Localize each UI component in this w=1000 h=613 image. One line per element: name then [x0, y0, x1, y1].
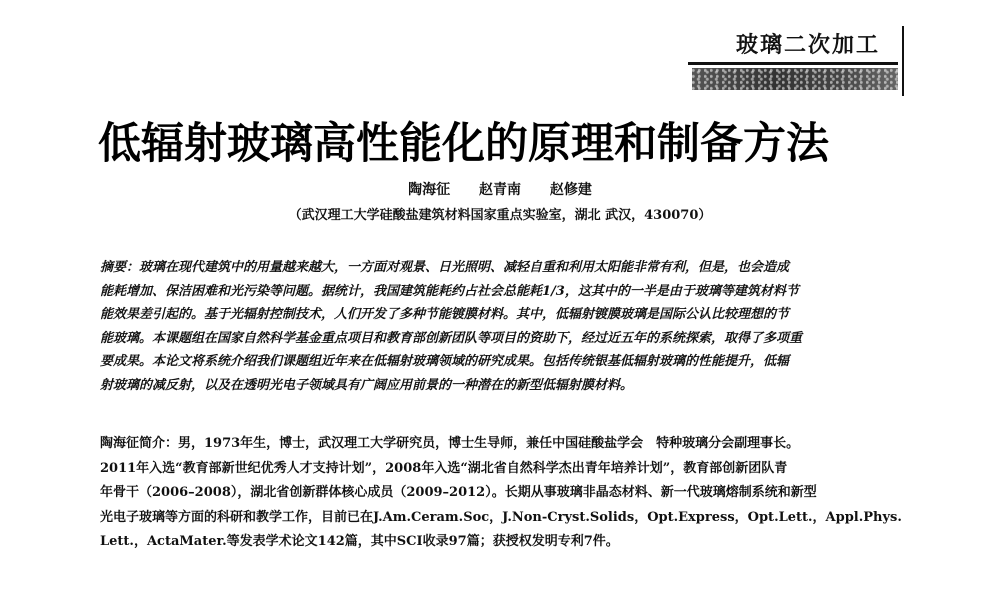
author-bio	[100, 432, 922, 555]
abstract-line: 要成果。本论文将系统介绍我们课题组近年来在低辐射玻璃领域的研究成果。包括传统银基低辐射玻璃的性能提升，低辐	[100, 354, 790, 369]
author-3: 赵修建	[549, 182, 592, 198]
bio-line: 年骨干（2006–2008），湖北省创新群体核心成员（2009–2012）。长期从事玻璃非晶态材料、新一代玻璃熔制系统和新型	[100, 485, 817, 500]
section-rule	[688, 62, 898, 65]
paper-title: 低辐射玻璃高性能化的原理和制备方法	[98, 119, 829, 169]
abstract-line: 射玻璃的减反射，以及在透明光电子领域具有广阔应用前景的一种潜在的新型低辐射膜材料。	[100, 377, 634, 393]
author-list	[0, 180, 1000, 200]
abstract-line: 能玻璃。本课题组在国家自然科学基金重点项目和教育部创新团队等项目的资助下，经过近五年的系统探索，取得了多项重	[100, 330, 803, 346]
bio-line: 2011年入选“教育部新世纪优秀人才支持计划”，2008年入选“湖北省自然科学杰出青年培养计划”，教育部创新团队青	[100, 460, 788, 476]
section-texture-bar	[692, 68, 898, 90]
bio-line: 光电子玻璃等方面的科研和教学工作，目前已在J.Am.Ceram.Soc，J.Non-Cryst.Solids，Opt.Express，Opt.Lett.，Appl.Phys.	[100, 509, 902, 525]
section-title: 玻璃二次加工	[736, 33, 881, 58]
affiliation: （武汉理工大学硅酸盐建筑材料国家重点实验室，湖北 武汉，430070）	[288, 208, 712, 223]
author-2: 赵青南	[479, 182, 521, 198]
abstract-line: 能效果差引起的。基于光辐射控制技术，人们开发了多种节能镀膜材料。其中，低辐射镀膜玻璃是国际公认比较理想的节	[100, 307, 790, 322]
abstract	[100, 256, 918, 397]
section-vertical-rule	[902, 26, 904, 96]
bio-line: Lett.，ActaMater.等发表学术论文142篇，其中SCI收录97篇；获授权发明专利7件。	[100, 534, 619, 549]
author-1: 陶海征	[408, 182, 451, 198]
bio-line: 陶海征简介：男，1973年生，博士，武汉理工大学研究员，博士生导师，兼任中国硅酸盐学会 特种玻璃分会副理事长。	[100, 436, 800, 451]
abstract-line: 摘要：玻璃在现代建筑中的用量越来越大，一方面对观景、日光照明、减轻自重和利用太阳能非常有利，但是，也会造成	[100, 260, 790, 275]
section-header	[688, 26, 910, 90]
abstract-line: 能耗增加、保洁困难和光污染等问题。据统计，我国建筑能耗约占社会总能耗1/3，这其中的一半是由于玻璃等建筑材料节	[100, 283, 799, 299]
